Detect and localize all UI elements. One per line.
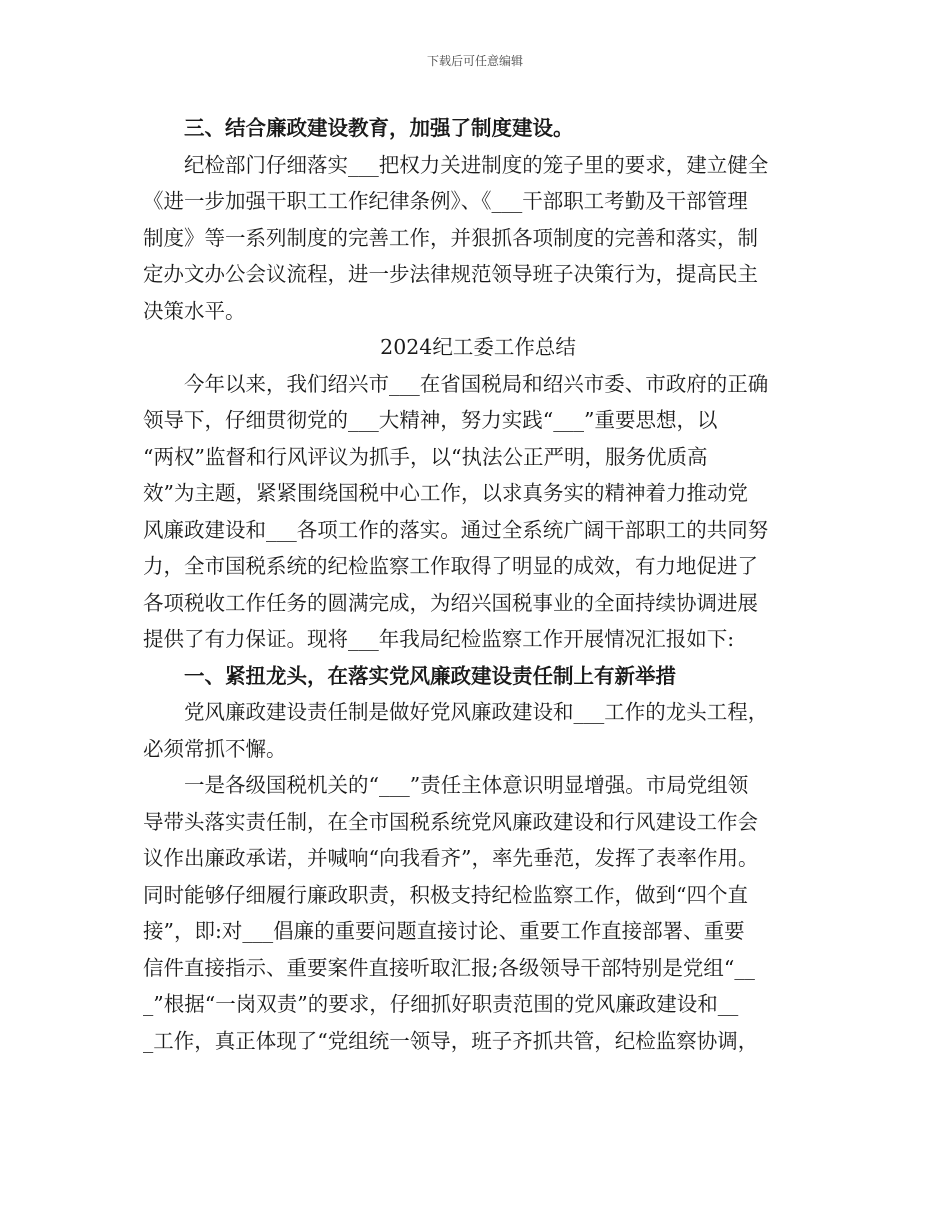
paragraph-line: _工作，真正体现了“党组统一领导，班子齐抓共管，纪检监察协调， xyxy=(143,1028,759,1053)
paragraph-line: 一是各级国税机关的“___”责任主体意识明显增强。市局党组领 xyxy=(184,773,749,797)
paragraph-line: 制度》等一系列制度的完善工作，并狠抓各项制度的完善和落实，制 xyxy=(143,225,758,250)
paragraph-line: 议作出廉政承诺，并喊响“向我看齐”，率先垂范，发挥了表率作用。 xyxy=(143,846,759,870)
section-heading: 三、结合廉政建设教育，加强了制度建设。 xyxy=(184,116,574,140)
paragraph-line: 导带头落实责任制，在全市国税系统党风廉政建设和行风建设工作会 xyxy=(143,809,758,834)
section-heading: 一、紧扭龙头，在落实党风廉政建设责任制上有新举措 xyxy=(184,663,676,688)
paragraph-line: 纪检部门仔细落实___把权力关进制度的笼子里的要求，建立健全 xyxy=(184,152,769,177)
paragraph-line: “两权”监督和行风评议为抓手，以“执法公正严明，服务优质高 xyxy=(143,444,708,469)
paragraph-line: 信件直接指示、重要案件直接听取汇报;各级领导干部特别是党组“__ xyxy=(143,955,755,980)
paragraph-line: 风廉政建设和___各项工作的落实。通过全系统广阔干部职工的共同努 xyxy=(143,517,769,542)
paragraph-line: 接”，即:对___倡廉的重要问题直接讨论、重要工作直接部署、重要 xyxy=(143,919,745,943)
paragraph-line: 党风廉政建设责任制是做好党风廉政建设和___工作的龙头工程， xyxy=(184,700,769,724)
paragraph-line: 各项税收工作任务的圆满完成，为绍兴国税事业的全面持续协调进展 xyxy=(143,590,758,615)
paragraph-line: 今年以来，我们绍兴市___在省国税局和绍兴市委、市政府的正确 xyxy=(184,371,769,396)
paragraph-line: 效”为主题，紧紧围绕国税中心工作，以求真务实的精神着力推动党 xyxy=(143,481,748,505)
paragraph-line: 同时能够仔细履行廉政职责，积极支持纪检监察工作，做到“四个直 xyxy=(143,882,748,907)
paragraph-line: 必须常抓不懈。 xyxy=(143,736,287,761)
document-title: 2024纪工委工作总结 xyxy=(380,335,576,359)
paragraph-line: 定办文办公会议流程，进一步法律规范领导班子决策行为，提高民主 xyxy=(143,262,758,286)
paragraph-line: 决策水平。 xyxy=(143,298,246,323)
paragraph-line: 领导下，仔细贯彻党的___大精神，努力实践“___”重要思想，以 xyxy=(143,408,718,432)
page-header-note: 下载后可任意编辑 xyxy=(426,54,523,68)
paragraph-line: 力，全市国税系统的纪检监察工作取得了明显的成效，有力地促进了 xyxy=(143,554,758,578)
paragraph-line: 提供了有力保证。现将___年我局纪检监察工作开展情况汇报如下: xyxy=(143,627,735,651)
paragraph-line: 《进一步加强干职工工作纪律条例》、《___干部职工考勤及干部管理 xyxy=(143,189,748,213)
document-body xyxy=(143,110,813,1059)
paragraph-line: _”根据“一岗双责”的要求，仔细抓好职责范围的党风廉政建设和__ xyxy=(143,992,739,1016)
